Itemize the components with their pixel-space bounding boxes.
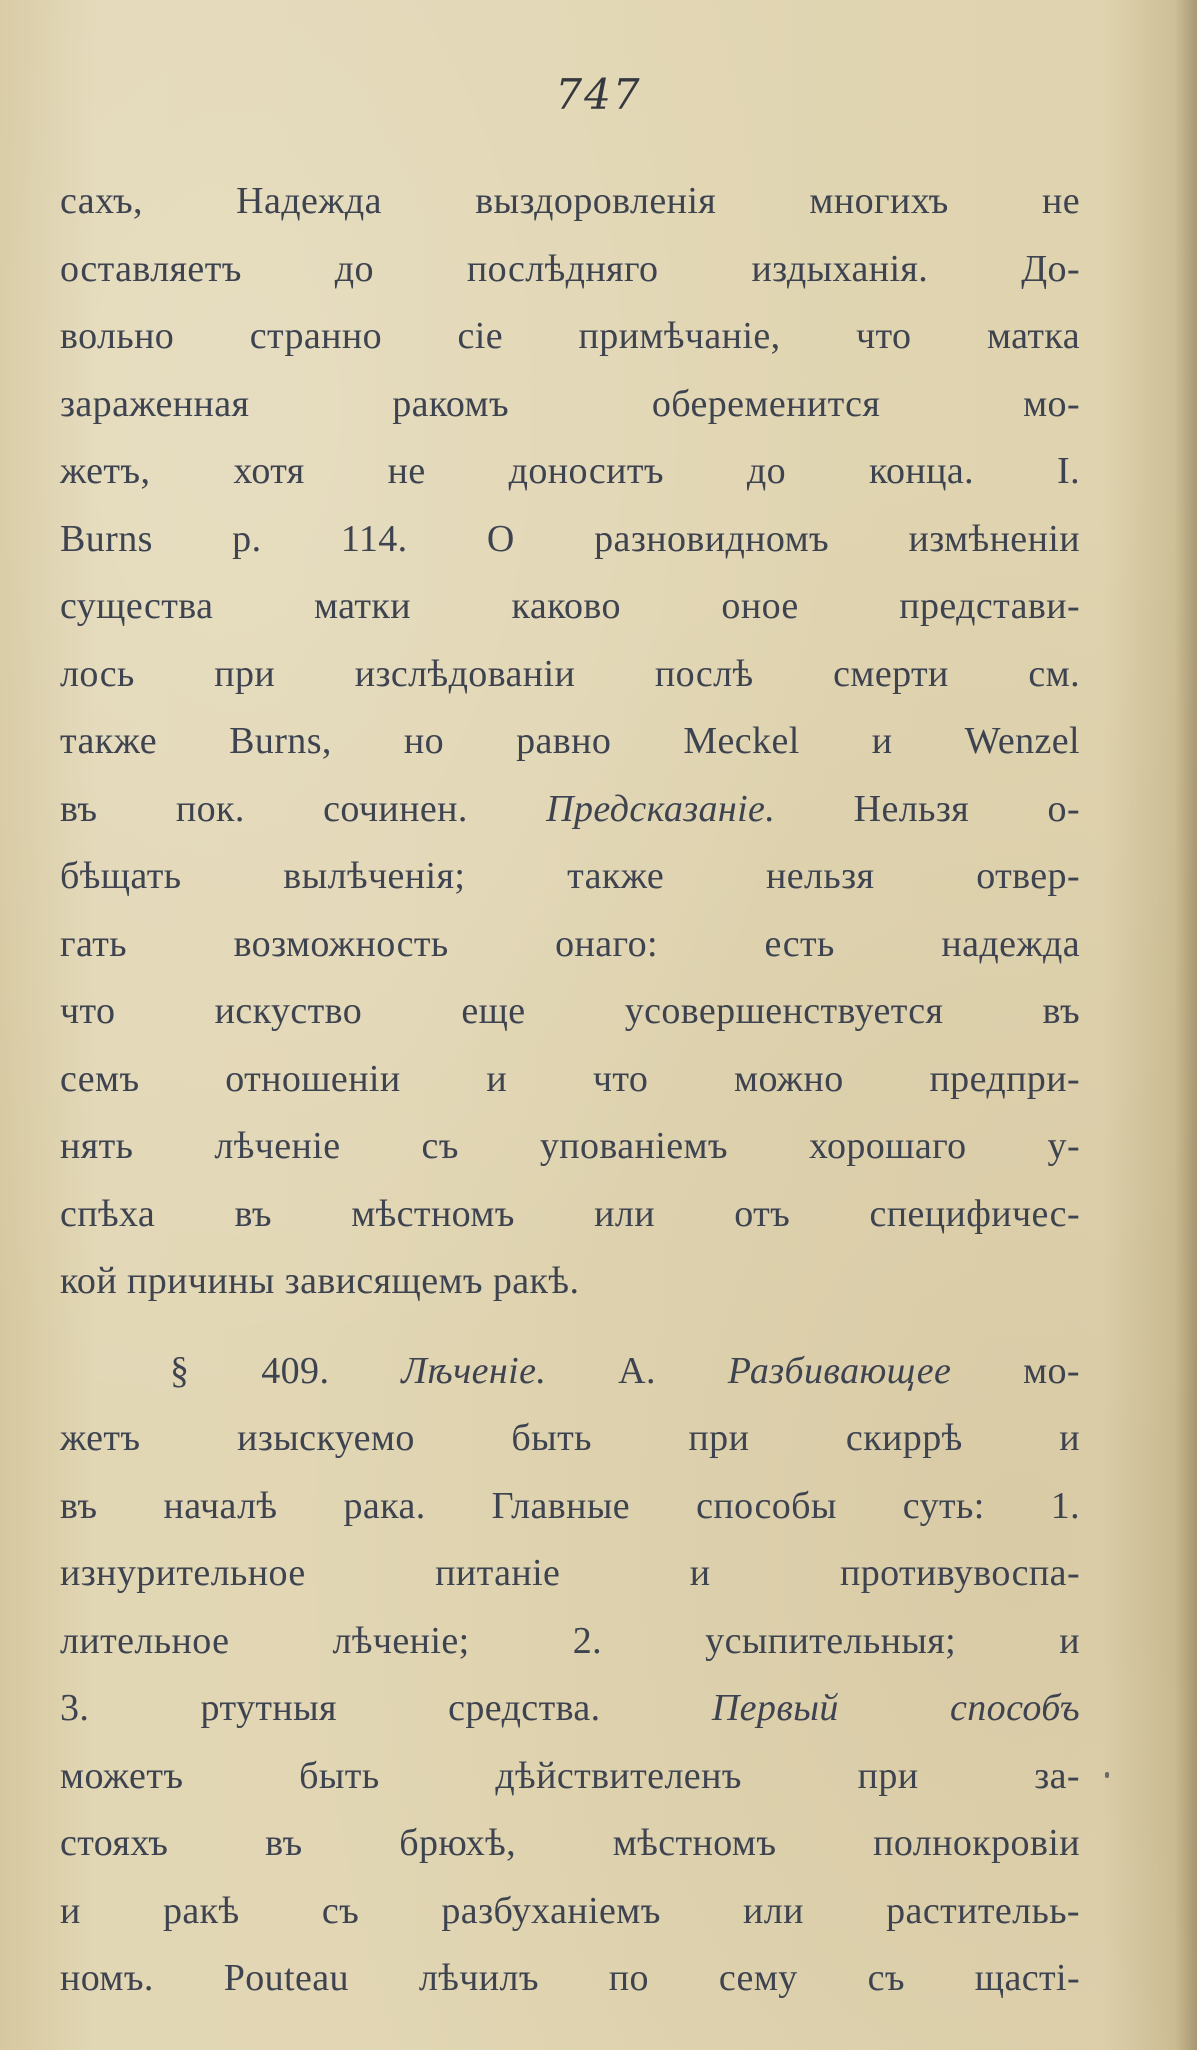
text-line: вольно странно сіе примѣчаніе, что матка [60,315,1080,357]
section-heading-line: § 409. Лѣченіе. А. Разбивающее мо- [170,1349,1080,1392]
text-line: кой причины зависящемъ ракѣ. [60,1260,580,1302]
text-line: въ пок. сочинен. Предсказаніе. Нельзя о- [60,787,1080,830]
text-line: спѣха въ мѣстномъ или отъ специфичес- [60,1192,1080,1235]
text-line: зараженная ракомъ обеременится мо- [60,382,1080,425]
text-line: лось при изслѣдованіи послѣ смерти см. [60,652,1080,695]
margin-ink-speck [1105,1772,1109,1778]
text-line: семъ отношеніи и что можно предпри- [60,1057,1080,1100]
text-line: оставляетъ до послѣдняго издыханія. До- [60,247,1080,290]
text-line: изнурительное питаніе и противувоспа- [60,1552,1080,1594]
page-number: 747 [555,70,642,119]
text-line: 3. ртутныя средства. Первый способъ [60,1687,1080,1729]
italic-term: Лѣченіе. [401,1349,547,1392]
text-line: стояхъ въ брюхѣ, мѣстномъ полнокровіи [60,1822,1080,1864]
italic-term: Разбивающее [727,1349,952,1392]
text-line: что искуство еще усовершенствуется въ [60,990,1080,1032]
body-text [60,168,1080,2013]
text-line: гать возможность онаго: есть надежда [60,922,1080,965]
text-line: существа матки каково оное представи- [60,585,1080,627]
text-line: бѣщать вылѣченія; также нельзя отвер- [60,855,1080,897]
text-line: также Burns, но равно Meckel и Wenzel [60,720,1080,762]
text-line: жетъ изыскуемо быть при скиррѣ и [60,1417,1080,1459]
text-line: Burns р. 114. О разновидномъ измѣненіи [60,517,1080,560]
paragraph-section-409 [60,1338,1080,2013]
text-line: и ракѣ съ разбуханіемъ или растительь- [60,1889,1080,1932]
text-line: въ началѣ рака. Главные способы суть: 1. [60,1484,1080,1527]
italic-term: Предсказаніе. [546,787,776,830]
text-line: можетъ быть дѣйствителенъ при за- [60,1754,1080,1797]
text-line: сахъ, Надежда выздоровленія многихъ не [60,180,1080,222]
paragraph-prognosis-text [60,168,1080,1316]
italic-term: Первый способъ [711,1687,1080,1729]
text-line: номъ. Pouteau лѣчилъ по сему съ щасті- [60,1957,1080,1999]
text-line: лительное лѣченіе; 2. усыпительныя; и [60,1619,1080,1662]
text-line: жетъ, хотя не доноситъ до конца. I. [60,450,1080,492]
text-line: нять лѣченіе съ упованіемъ хорошаго у- [60,1125,1080,1167]
